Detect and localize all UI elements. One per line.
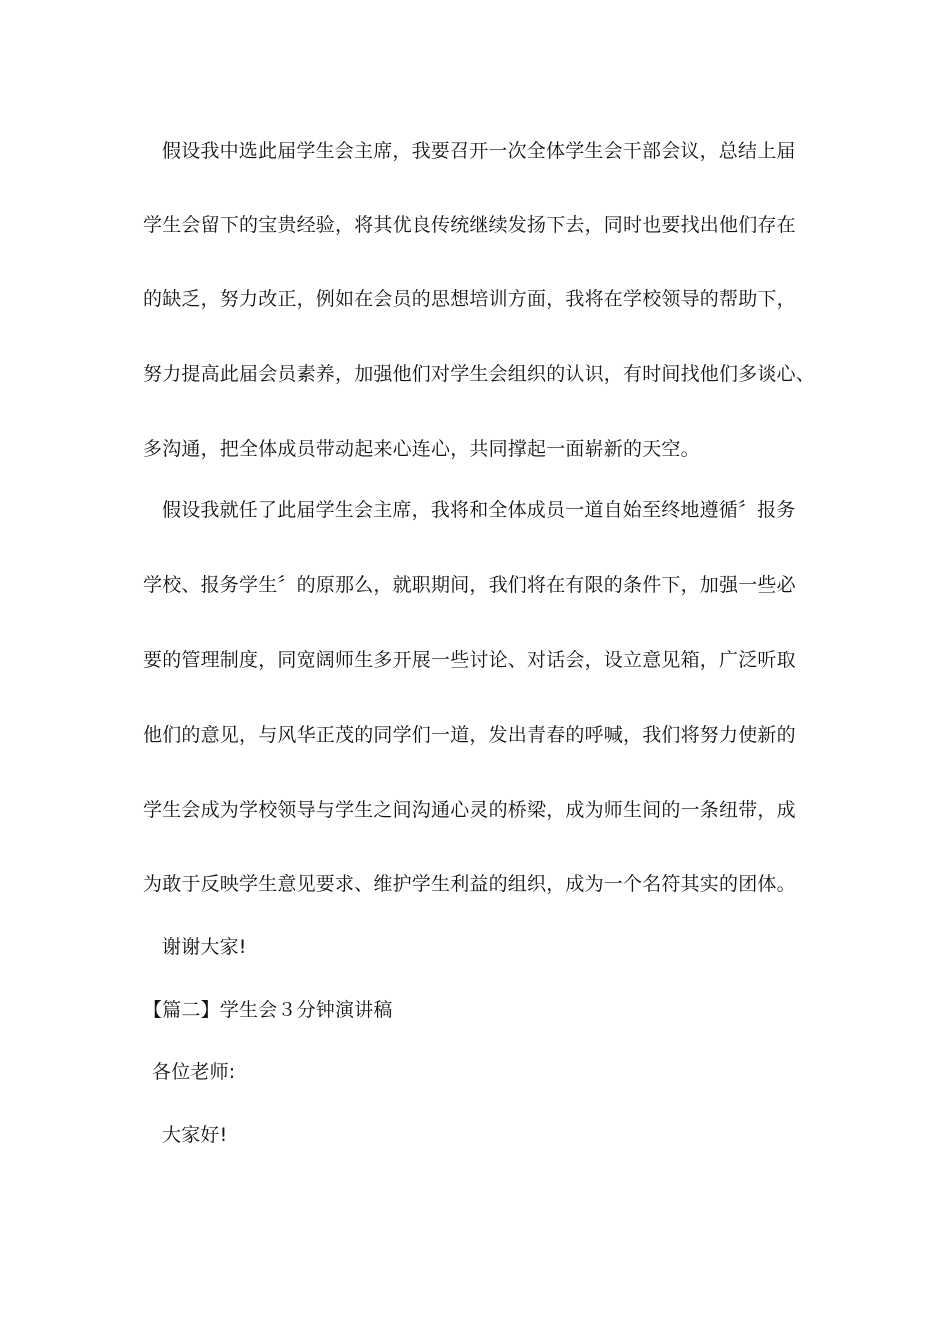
paragraph-1-line-2: 学生会留下的宝贵经验，将其优良传统继续发扬下去，同时也要找出他们存在 xyxy=(143,214,796,236)
paragraph-1-line-3: 的缺乏，努力改正，例如在会员的思想培训方面，我将在学校领导的帮助下， xyxy=(143,288,796,310)
paragraph-2-line-4: 他们的意见，与风华正茂的同学们一道，发出青春的呼喊，我们将努力使新的 xyxy=(143,724,796,746)
closing-line: 谢谢大家! xyxy=(162,936,247,958)
paragraph-2-line-1: 假设我就任了此届学生会主席，我将和全体成员一道自始至终地遵循〞报务 xyxy=(162,499,796,521)
paragraph-1-line-4: 努力提高此届会员素养，加强他们对学生会组织的认识，有时间找他们多谈心、 xyxy=(143,363,816,385)
paragraph-1-line-5: 多沟通，把全体成员带动起来心连心，共同撑起一面崭新的天空。 xyxy=(143,438,700,460)
salutation: 各位老师: xyxy=(152,1061,236,1083)
paragraph-2-line-2: 学校、报务学生〞的原那么，就职期间，我们将在有限的条件下，加强一些必 xyxy=(143,574,796,596)
paragraph-2-line-6: 为敢于反映学生意见要求、维护学生利益的组织，成为一个名符其实的团体。 xyxy=(143,873,796,895)
section-heading: 【篇二】学生会３分钟演讲稿 xyxy=(143,999,393,1021)
paragraph-1-line-1: 假设我中选此届学生会主席，我要召开一次全体学生会干部会议，总结上届 xyxy=(162,140,796,162)
paragraph-2-line-5: 学生会成为学校领导与学生之间沟通心灵的桥梁，成为师生间的一条纽带，成 xyxy=(143,799,796,821)
paragraph-2-line-3: 要的管理制度，同宽阔师生多开展一些讨论、对话会，设立意见箱，广泛听取 xyxy=(143,649,796,671)
greeting: 大家好! xyxy=(162,1124,228,1146)
